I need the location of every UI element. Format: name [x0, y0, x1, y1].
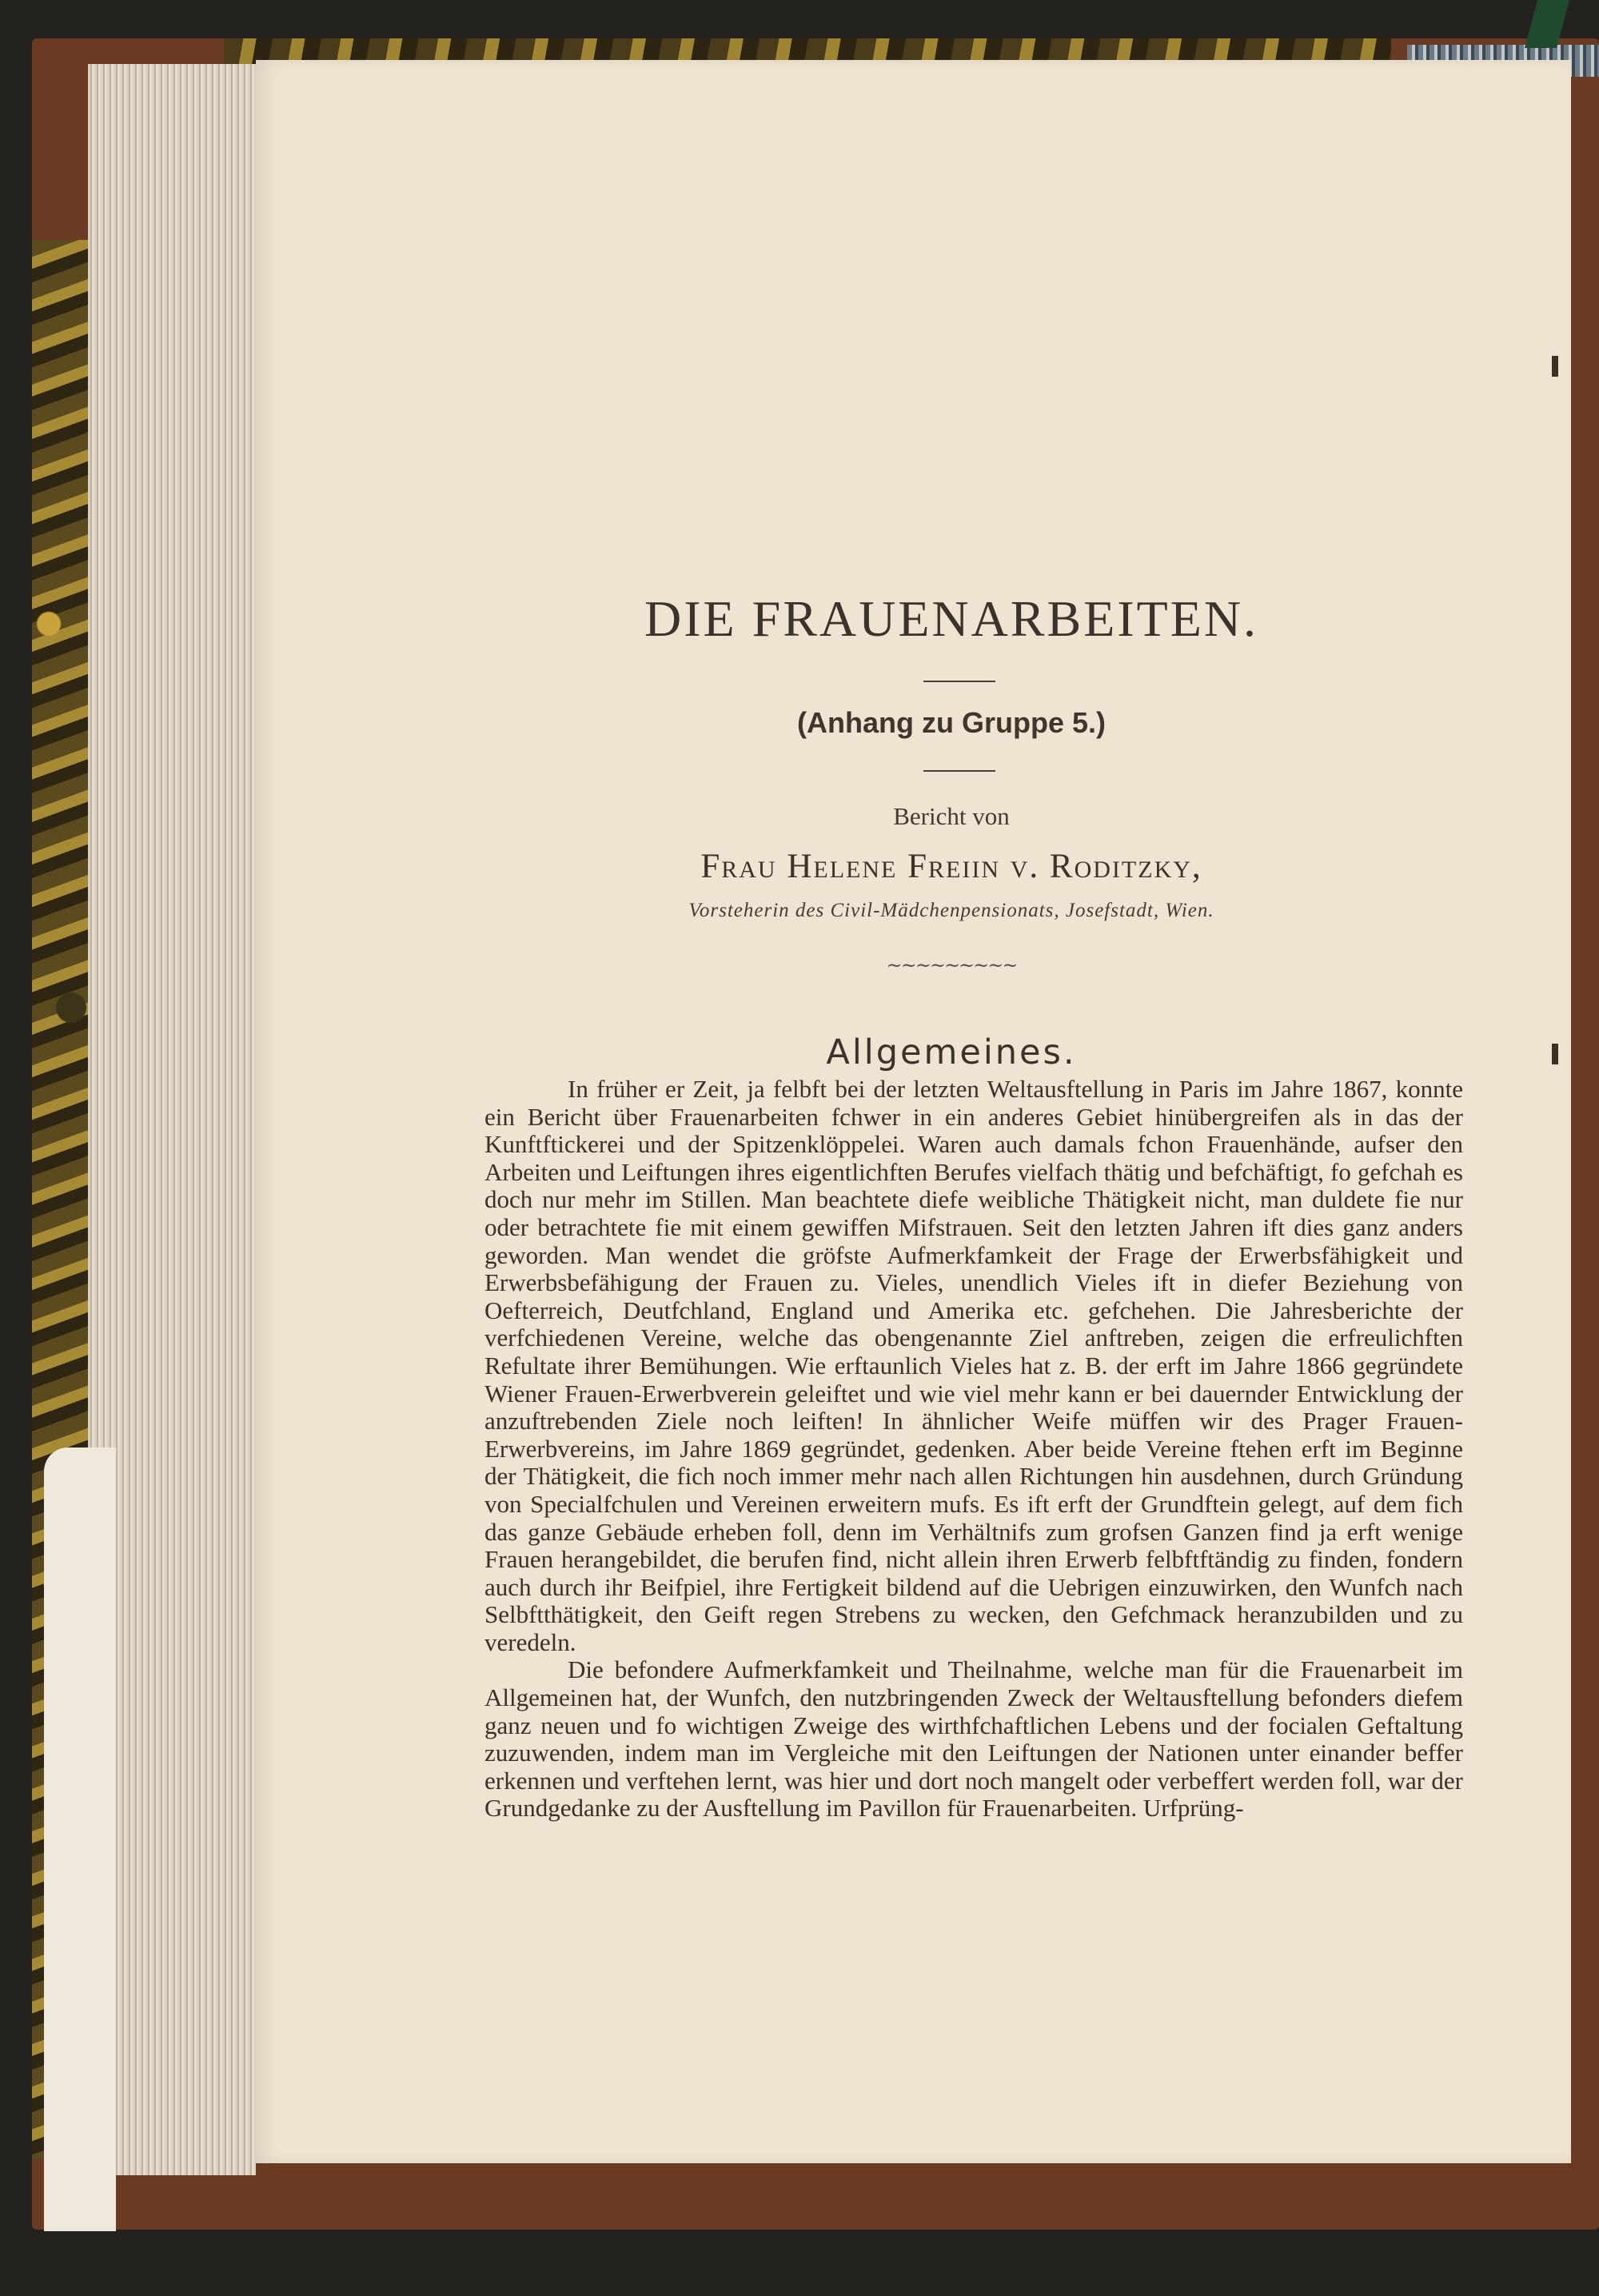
title-rule — [923, 681, 995, 682]
book-page — [256, 60, 1571, 2163]
page-flap — [44, 1447, 116, 2231]
margin-mark — [1552, 356, 1558, 377]
author-affiliation: Vorsteherin des Civil-Mädchenpensionats, Josefstadt, Wien. — [688, 900, 1214, 921]
paragraph: Die befondere Aufmerkfamkeit und Theilnahme, welche man für die Frauenarbeit im Allgemeinen hat, der Wunfch, den nutzbringenden Zweck der Weltausftellung befonders diefem ganz neuen und fo wichtigen Zweige des wirthfchaftlichen Lebens und der focialen Geftaltung zuzuwenden, indem man im Vergleiche mit den Leiftungen der Nationen unter einander beffer erkennen und verftehen lernt, was hier und dort noch mangelt oder verbeffert werden foll, war der Grundgedanke zu der Ausftellung im Pavillon für Frauenarbeiten. Urfprüng- — [484, 1655, 1463, 1823]
subtitle: (Anhang zu Gruppe 5.) — [797, 706, 1106, 739]
subtitle-rule — [923, 770, 995, 772]
body-text — [484, 1076, 1463, 1823]
paragraph: In früher er Zeit, ja felbft bei der letzten Weltausftellung in Paris im Jahre 1867, konnte ein Bericht über Frauenarbeiten fchwer in ein anderes Gebiet hinübergreifen als in das der Kunftftickerei und der Spitzenklöppelei. Waren auch damals fchon Frauenhände, aufser den Arbeiten und Leiftungen ihres eigentlichften Berufes vielfach thätig und befchäftigt, fo gefchah es doch nur mehr im Stillen. Man beachtete diefe weibliche Thätigkeit nicht, man duldete fie nur oder betrachtete fie mit einem gewiffen Mifstrauen. Seit den letzten Jahren ift dies ganz anders geworden. Man wendet die gröfste Aufmerkfamkeit der Frage der Erwerbsfähigkeit und Erwerbsbefähigung der Frauen zu. Vieles, unendlich Vieles ift in diefer Beziehung von Oefterreich, Deutfchland, England und Amerika etc. gefchehen. Die Jahresberichte der verfchiedenen Vereine, welche das obengenannte Ziel anftreben, zeigen die erfreulichften Refultate ihrer Bemühungen. Wie erftaunlich Vieles hat z. B. der erft im Jahre 1866 gegründete Wiener Frauen-Erwerbverein geleiftet und wie viel mehr kann er bei dauernder Entwicklung der anzuftrebenden Ziele noch leiften! In ähnlicher Weife müffen wir des Prager Frauen-Erwerbvereins, im Jahre 1869 gegründet, gedenken. Aber beide Vereine ftehen erft im Beginne der Thätigkeit, die fich noch immer mehr nach allen Richtungen hin ausdehnen, durch Gründung von Specialfchulen und Vereinen erweitern mufs. Es ift erft der Grundftein gelegt, auf dem fich das ganze Gebäude erheben foll, denn im Verhältnifs zum grofsen Ganzen find ja erft wenige Frauen herangebildet, die berufen find, nicht allein ihren Erwerb felbftftändig zu finden, fondern auch durch ihr Beifpiel, ihre Fertigkeit bildend auf die Uebrigen einzuwirken, den Wunfch nach Selbftthätigkeit, den Geift regen Strebens zu wecken, den Gefchmack heranzubilden und zu veredeln. — [484, 1075, 1463, 1656]
section-heading: Allgemeines. — [826, 1032, 1077, 1072]
author-name: Frau Helene Freiin v. Roditzky, — [700, 848, 1202, 885]
ornament-divider: ~~~~~~~~~ — [886, 954, 1017, 976]
page-title: DIE FRAUENARBEITEN. — [644, 590, 1259, 647]
report-by: Bericht von — [893, 802, 1010, 830]
